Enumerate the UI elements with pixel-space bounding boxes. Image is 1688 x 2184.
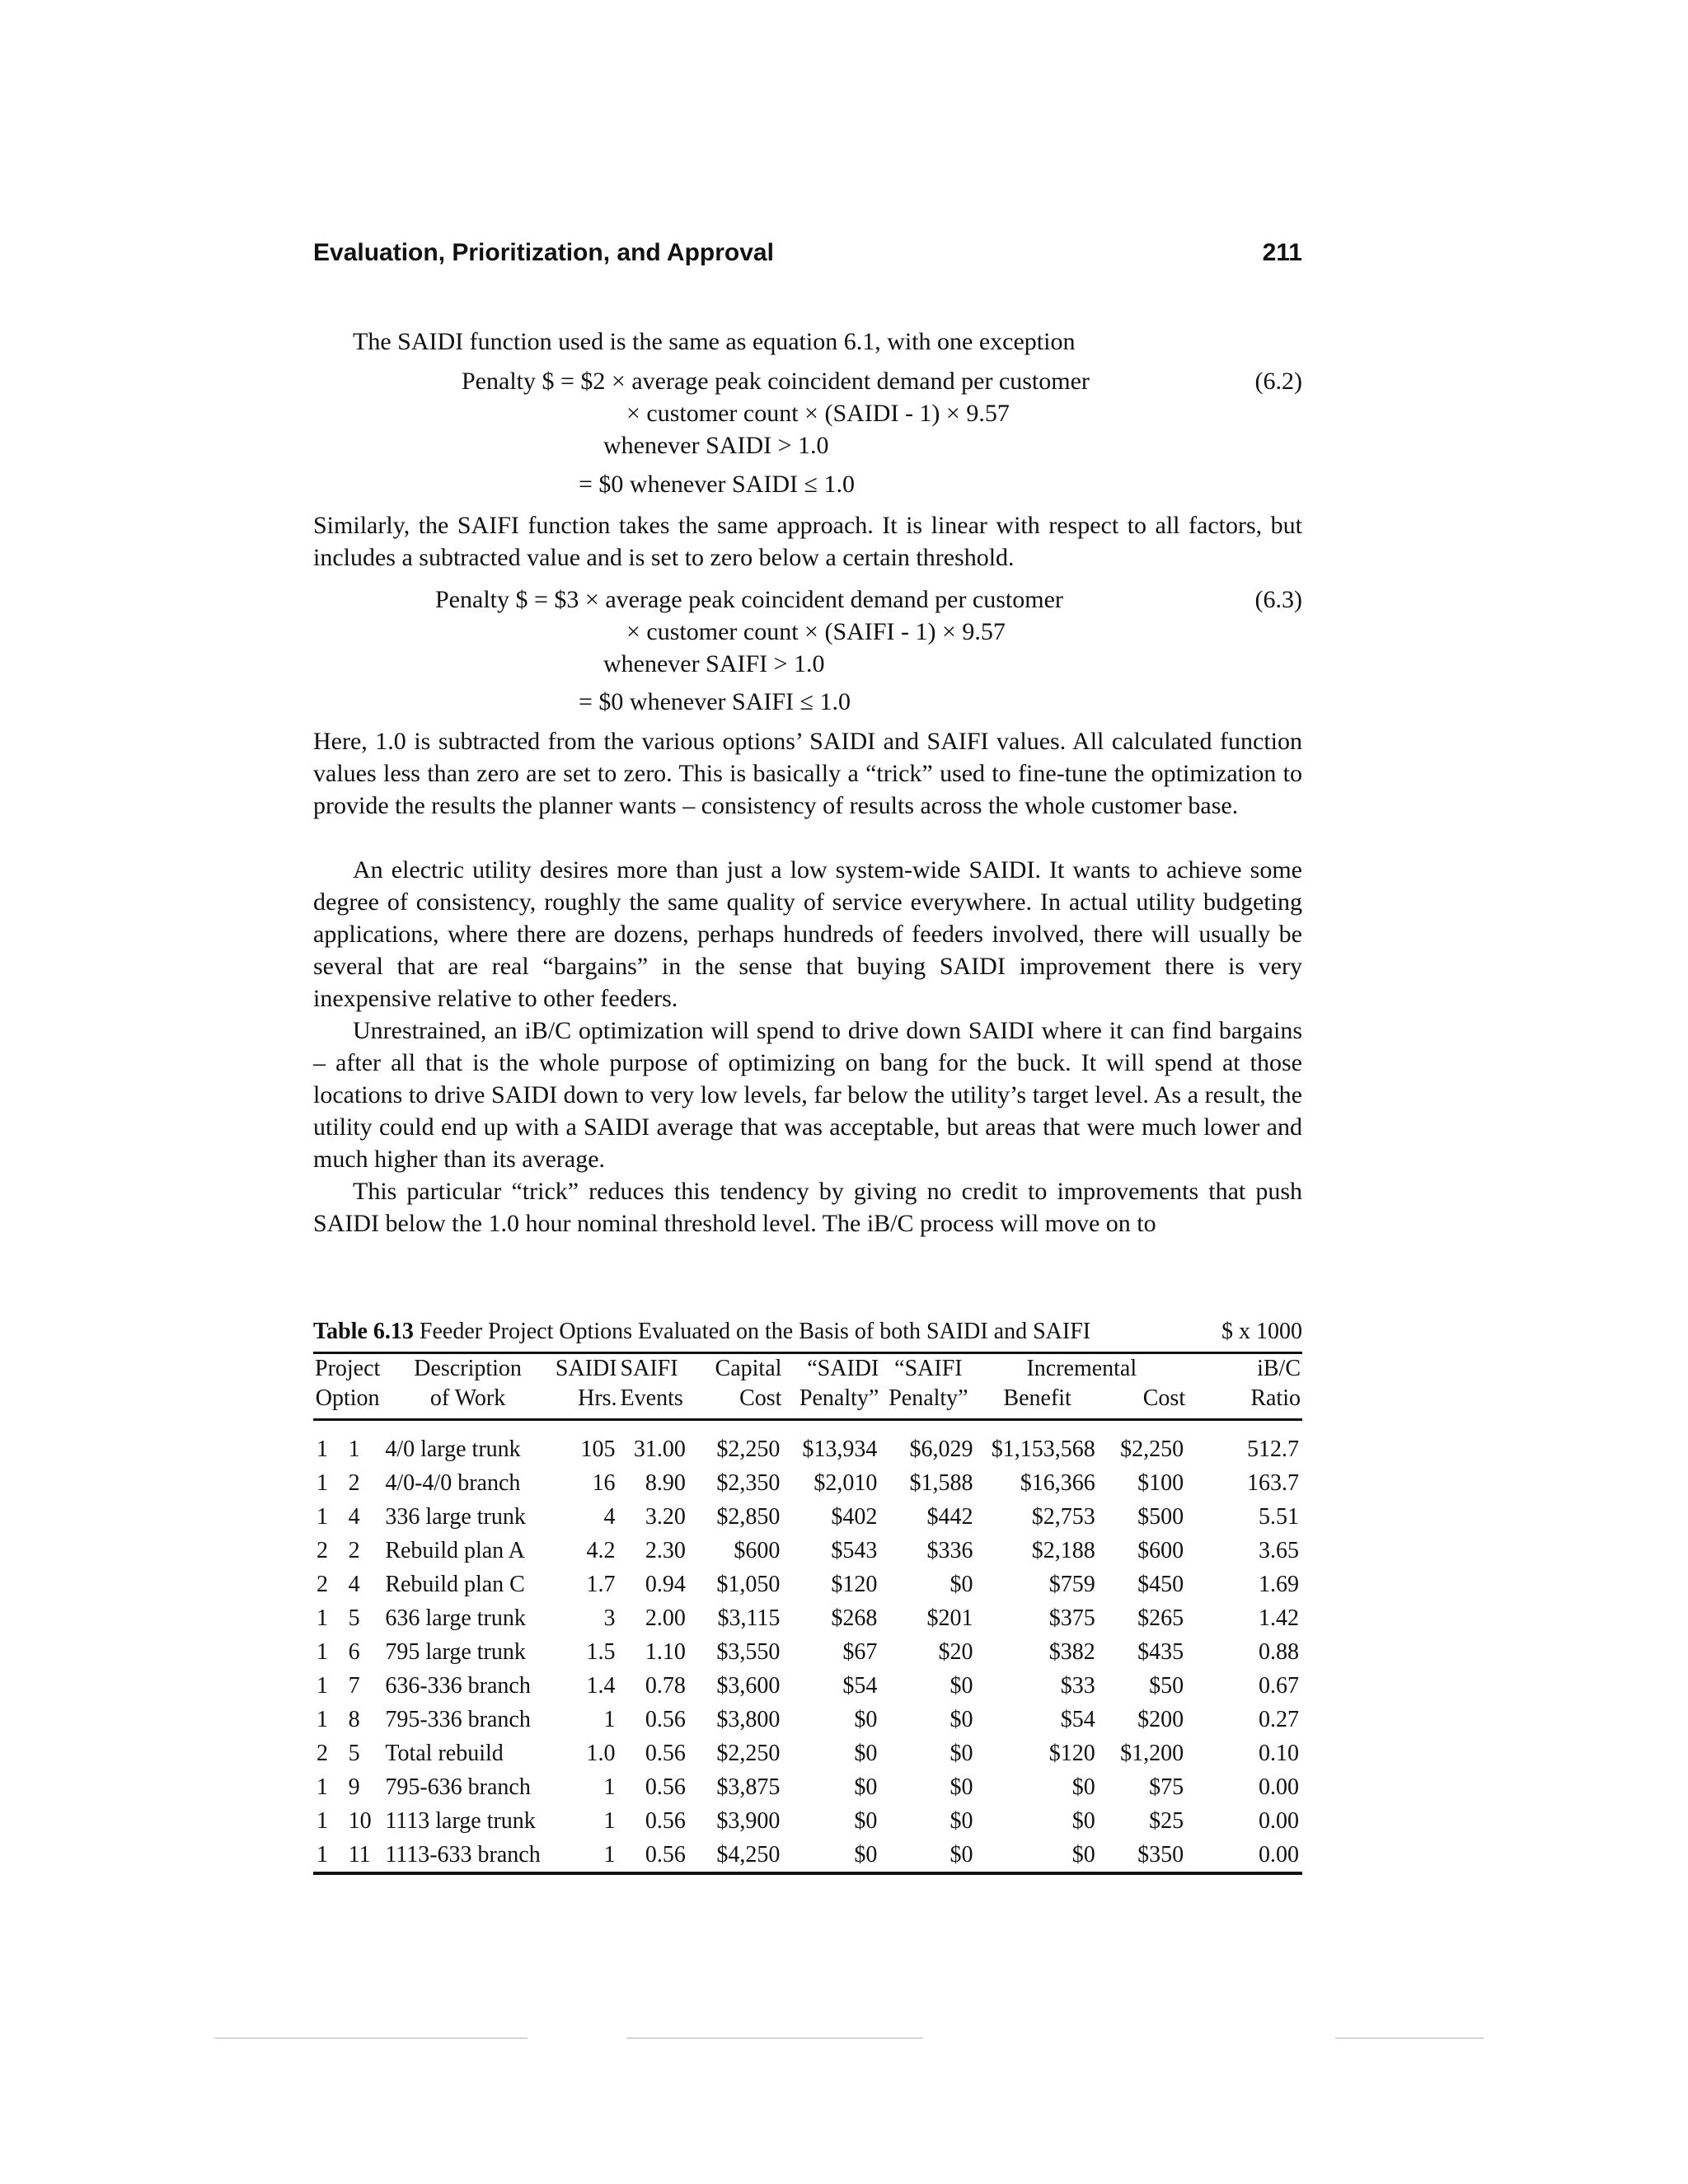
cell-description: 4/0-4/0 branch (385, 1469, 521, 1496)
col-incremental: Incremental (1026, 1356, 1137, 1381)
cell-saidi-hrs: 16 (592, 1469, 616, 1496)
paragraph-here: Here, 1.0 is subtracted from the various options’ SAIDI and SAIFI values. All calculated function values less than zero are set to zero. This is basically a “trick” used to fine-tune the optimization to provide the results the planner wants – consistency of results across the whole customer base. (313, 728, 1302, 819)
scan-artifact (214, 2037, 528, 2039)
cell-saifi-events: 2.30 (645, 1537, 686, 1563)
cell-benefit: $1,153,568 (991, 1436, 1095, 1462)
cell-saidi-penalty: $0 (854, 1706, 878, 1732)
cell-ibc-ratio: 1.42 (1259, 1605, 1299, 1631)
col-ratio: Ratio (1187, 1384, 1302, 1420)
cell-benefit: $0 (1071, 1774, 1095, 1800)
col-ibc: iB/C (1257, 1356, 1301, 1381)
table-caption (313, 1319, 1302, 1354)
header-row-1 (313, 1354, 1302, 1384)
cell-benefit: $33 (1060, 1672, 1095, 1699)
cell-benefit: $382 (1048, 1638, 1095, 1665)
cell-project: 2 (316, 1537, 328, 1563)
cell-project: 1 (313, 1838, 345, 1873)
cell-saidi-penalty: $120 (831, 1571, 878, 1597)
cell-description: 795 large trunk (385, 1638, 526, 1665)
cell-option: 1 (348, 1436, 360, 1462)
table-label: Table 6.13 (313, 1319, 414, 1344)
cell-inc-cost: $100 (1137, 1469, 1184, 1496)
cell-benefit: $375 (1048, 1605, 1095, 1631)
cell-capital-cost: $2,250 (716, 1740, 781, 1766)
eq63-line2: × customer count × (SAIFI - 1) × 9.57 (626, 618, 1006, 645)
table-row (313, 1534, 1302, 1568)
cell-saidi-penalty: $0 (854, 1807, 878, 1834)
cell-capital-cost: $3,600 (716, 1672, 781, 1699)
cell-inc-cost: $200 (1137, 1706, 1184, 1732)
eq63-line3: whenever SAIFI > 1.0 (603, 650, 825, 677)
cell-inc-cost: $265 (1137, 1605, 1184, 1631)
cell-saifi-events: 0.56 (645, 1706, 686, 1732)
eq63-line1: Penalty $ = $3 × average peak coincident demand per customer (435, 586, 1063, 613)
cell-saifi-penalty: $1,588 (909, 1469, 973, 1496)
cell-inc-cost: $350 (1099, 1838, 1187, 1873)
cell-capital-cost: $2,850 (716, 1503, 781, 1530)
cell-option: 2 (348, 1469, 360, 1496)
options-table (313, 1354, 1302, 1875)
cell-saidi-penalty: $268 (831, 1605, 878, 1631)
cell-saidi-hrs: 105 (580, 1436, 616, 1462)
cell-capital-cost: $2,350 (716, 1469, 781, 1496)
cell-project: 2 (316, 1740, 328, 1766)
table-row (313, 1669, 1302, 1703)
cell-saidi-penalty: $0 (854, 1774, 878, 1800)
col-penalty-a: Penalty” (783, 1384, 880, 1420)
cell-saidi-hrs: 1.4 (586, 1672, 616, 1699)
cell-description: Rebuild plan C (385, 1571, 525, 1597)
cell-saidi-hrs: 1.0 (586, 1740, 616, 1766)
cell-project: 1 (316, 1503, 328, 1530)
cell-ibc-ratio: 3.65 (1259, 1537, 1299, 1563)
cell-capital-cost: $3,115 (717, 1605, 781, 1631)
cell-saifi-penalty: $0 (950, 1571, 973, 1597)
cell-inc-cost: $435 (1137, 1638, 1184, 1665)
cell-inc-cost: $25 (1149, 1807, 1184, 1834)
cell-project: 2 (316, 1571, 328, 1597)
cell-description: 4/0 large trunk (385, 1436, 521, 1462)
cell-project: 1 (316, 1706, 328, 1732)
cell-saidi-penalty: $2,010 (814, 1469, 878, 1496)
cell-benefit: $54 (1060, 1706, 1095, 1732)
eq63-line4: = $0 whenever SAIFI ≤ 1.0 (579, 688, 851, 715)
cell-saifi-penalty: $0 (950, 1672, 973, 1699)
col-option: Option (313, 1384, 382, 1420)
table-row (313, 1703, 1302, 1736)
col-hrs: Hrs. (554, 1384, 619, 1420)
cell-saidi-hrs: 1 (603, 1807, 616, 1834)
cell-project: 1 (316, 1807, 328, 1834)
cell-capital-cost: $2,250 (716, 1436, 781, 1462)
cell-project: 1 (316, 1672, 328, 1699)
intro-sentence: The SAIDI function used is the same as equation 6.1, with one exception (353, 328, 1076, 355)
scan-artifact (1335, 2037, 1484, 2039)
cell-saifi-events: 0.56 (645, 1740, 686, 1766)
col-saidi: SAIDI (555, 1356, 617, 1381)
col-capital: Capital (715, 1356, 782, 1381)
cell-capital-cost: $3,900 (716, 1807, 781, 1834)
cell-option: 2 (348, 1537, 360, 1563)
cell-saifi-events: 0.78 (645, 1672, 686, 1699)
table-row (313, 1635, 1302, 1669)
table-row (313, 1601, 1302, 1635)
cell-description: 636 large trunk (385, 1605, 526, 1631)
cell-capital-cost: $600 (734, 1537, 781, 1563)
cell-saidi-hrs: 3 (603, 1605, 616, 1631)
cell-benefit: $0 (976, 1838, 1098, 1873)
cell-ibc-ratio: 0.27 (1259, 1706, 1299, 1732)
cell-saifi-events: 0.56 (619, 1838, 689, 1873)
cell-inc-cost: $1,200 (1120, 1740, 1184, 1766)
cell-capital-cost: $4,250 (689, 1838, 784, 1873)
cell-option: 11 (345, 1838, 382, 1873)
eq63-number: (6.3) (1254, 586, 1302, 613)
table-6-13 (313, 1319, 1302, 1875)
eq62-line3: whenever SAIDI > 1.0 (603, 432, 829, 459)
table-row (313, 1736, 1302, 1770)
col-cost: Cost (689, 1384, 784, 1420)
cell-project: 1 (316, 1469, 328, 1496)
paragraph-unrestrained: Unrestrained, an iB/C optimization will spend to drive down SAIDI where it can find bargains – after all that is the whole purpose of optimizing on bang for the buck. It will spend at those locations to drive SAIDI down to very low levels, far below the utility’s target level. As a result, the utility could end up with a SAIDI average that was acceptable, but areas that were much lower and much higher than its average. (313, 1017, 1302, 1173)
cell-option: 4 (348, 1571, 360, 1597)
cell-saifi-penalty: $0 (950, 1774, 973, 1800)
col-penalty-b: Penalty” (880, 1384, 976, 1420)
cell-capital-cost: $3,875 (716, 1774, 781, 1800)
col-saifi: SAIFI (620, 1356, 678, 1381)
cell-saifi-events: 1.10 (645, 1638, 686, 1665)
cell-saifi-penalty: $0 (880, 1838, 976, 1873)
eq62-line1: Penalty $ = $2 × average peak coincident demand per customer (462, 368, 1090, 395)
cell-saifi-penalty: $0 (950, 1807, 973, 1834)
col-saifi-penalty: “SAIFI (894, 1356, 963, 1381)
eq62-number: (6.2) (1254, 368, 1302, 395)
table-row (313, 1420, 1302, 1467)
cell-saidi-hrs: 1 (554, 1838, 619, 1873)
eq62-line2: × customer count × (SAIDI - 1) × 9.57 (626, 400, 1010, 427)
paragraph-trick: This particular “trick” reduces this tendency by giving no credit to improvements that push SAIDI below the 1.0 hour nominal threshold level. The iB/C process will move on to (313, 1178, 1302, 1237)
paragraph-saifi: Similarly, the SAIFI function takes the same approach. It is linear with respect to all factors, but includes a subtracted value and is set to zero below a certain threshold. (313, 512, 1302, 571)
book-page (313, 0, 1302, 2184)
cell-saidi-penalty: $13,934 (802, 1436, 878, 1462)
cell-option: 10 (348, 1807, 372, 1834)
cell-ibc-ratio: 163.7 (1247, 1469, 1299, 1496)
table-row (313, 1838, 1302, 1873)
cell-saifi-events: 8.90 (645, 1469, 686, 1496)
cell-option: 8 (348, 1706, 360, 1732)
cell-saifi-events: 2.00 (645, 1605, 686, 1631)
cell-option: 7 (348, 1672, 360, 1699)
cell-benefit: $0 (1071, 1807, 1095, 1834)
col-description: Description (414, 1356, 522, 1381)
cell-benefit: $2,753 (1031, 1503, 1095, 1530)
cell-saifi-events: 0.94 (645, 1571, 686, 1597)
cell-description: Rebuild plan A (385, 1537, 525, 1563)
col-project: Project (315, 1356, 381, 1381)
cell-benefit: $759 (1048, 1571, 1095, 1597)
col-saidi-penalty: “SAIDI (807, 1356, 879, 1381)
cell-description: Total rebuild (385, 1740, 504, 1766)
cell-option: 5 (348, 1740, 360, 1766)
cell-saifi-events: 0.56 (645, 1807, 686, 1834)
table-body (313, 1420, 1302, 1874)
table-row (313, 1804, 1302, 1838)
cell-option: 6 (348, 1638, 360, 1665)
cell-ibc-ratio: 0.00 (1259, 1774, 1299, 1800)
cell-saidi-hrs: 1.5 (586, 1638, 616, 1665)
cell-saidi-hrs: 1 (603, 1774, 616, 1800)
cell-capital-cost: $1,050 (716, 1571, 781, 1597)
cell-saidi-hrs: 4.2 (586, 1537, 616, 1563)
cell-capital-cost: $3,550 (716, 1638, 781, 1665)
cell-project: 1 (316, 1605, 328, 1631)
cell-description: 795-636 branch (385, 1774, 531, 1800)
chapter-title: Evaluation, Prioritization, and Approval (313, 239, 774, 266)
cell-option: 4 (348, 1503, 360, 1530)
running-head (313, 239, 1302, 272)
cell-inc-cost: $2,250 (1120, 1436, 1184, 1462)
eq62-line4: = $0 whenever SAIDI ≤ 1.0 (579, 471, 855, 498)
cell-inc-cost: $75 (1149, 1774, 1184, 1800)
cell-saidi-penalty: $0 (783, 1838, 880, 1873)
cell-saifi-events: 0.56 (645, 1774, 686, 1800)
cell-ibc-ratio: 5.51 (1259, 1503, 1299, 1530)
cell-option: 9 (348, 1774, 360, 1800)
cell-saifi-penalty: $0 (950, 1706, 973, 1732)
cell-benefit: $16,366 (1020, 1469, 1095, 1496)
cell-inc-cost: $500 (1137, 1503, 1184, 1530)
col-inc-cost: Cost (1099, 1384, 1187, 1420)
page-number: 211 (1262, 239, 1302, 266)
cell-saifi-penalty: $6,029 (909, 1436, 973, 1462)
cell-benefit: $2,188 (1031, 1537, 1095, 1563)
cell-inc-cost: $600 (1137, 1537, 1184, 1563)
cell-description: 636-336 branch (385, 1672, 531, 1699)
cell-capital-cost: $3,800 (716, 1706, 781, 1732)
cell-ibc-ratio: 0.10 (1259, 1740, 1299, 1766)
cell-description: 336 large trunk (385, 1503, 526, 1530)
cell-ibc-ratio: 0.00 (1259, 1807, 1299, 1834)
cell-ibc-ratio: 0.67 (1259, 1672, 1299, 1699)
cell-saifi-events: 31.00 (633, 1436, 686, 1462)
cell-saifi-penalty: $201 (926, 1605, 973, 1631)
cell-saidi-penalty: $67 (842, 1638, 878, 1665)
cell-project: 1 (316, 1638, 328, 1665)
paragraph-utility: An electric utility desires more than just a low system-wide SAIDI. It wants to achieve some degree of consistency, roughly the same quality of service everywhere. In actual utility budgeting applications, where there are dozens, perhaps hundreds of feeders involved, there will usually be several that are real “bargains” in the sense that buying SAIDI improvement there is very inexpensive relative to other feeders. (313, 856, 1302, 1012)
cell-project: 1 (316, 1436, 328, 1462)
cell-saifi-penalty: $0 (950, 1740, 973, 1766)
cell-saifi-penalty: $336 (926, 1537, 973, 1563)
table-row (313, 1770, 1302, 1804)
cell-saidi-hrs: 4 (603, 1503, 616, 1530)
cell-ibc-ratio: 0.88 (1259, 1638, 1299, 1665)
col-benefit: Benefit (976, 1384, 1098, 1420)
cell-saidi-hrs: 1 (603, 1706, 616, 1732)
cell-ibc-ratio: 512.7 (1247, 1436, 1299, 1462)
table-row (313, 1466, 1302, 1500)
cell-saifi-events: 3.20 (645, 1503, 686, 1530)
cell-saifi-penalty: $442 (926, 1503, 973, 1530)
cell-ibc-ratio: 0.00 (1187, 1838, 1302, 1873)
cell-inc-cost: $450 (1137, 1571, 1184, 1597)
cell-description: 1113 large trunk (385, 1807, 536, 1834)
col-events: Events (619, 1384, 689, 1420)
cell-description: 1113-633 branch (382, 1838, 554, 1873)
cell-saidi-penalty: $54 (842, 1672, 878, 1699)
cell-option: 5 (348, 1605, 360, 1631)
cell-description: 795-336 branch (385, 1706, 531, 1732)
table-row (313, 1500, 1302, 1534)
cell-inc-cost: $50 (1149, 1672, 1184, 1699)
cell-benefit: $120 (1048, 1740, 1095, 1766)
cell-ibc-ratio: 1.69 (1259, 1571, 1299, 1597)
table-row (313, 1568, 1302, 1601)
cell-saidi-hrs: 1.7 (586, 1571, 616, 1597)
cell-saifi-penalty: $20 (938, 1638, 973, 1665)
cell-project: 1 (316, 1774, 328, 1800)
col-of-work: of Work (382, 1384, 554, 1420)
table-title: Feeder Project Options Evaluated on the Basis of both SAIDI and SAIFI (419, 1319, 1091, 1344)
cell-saidi-penalty: $0 (854, 1740, 878, 1766)
cell-saidi-penalty: $543 (831, 1537, 878, 1563)
table-units: $ x 1000 (1221, 1319, 1302, 1344)
cell-saidi-penalty: $402 (831, 1503, 878, 1530)
header-row-2 (313, 1384, 1302, 1420)
scan-artifact (626, 2037, 923, 2039)
